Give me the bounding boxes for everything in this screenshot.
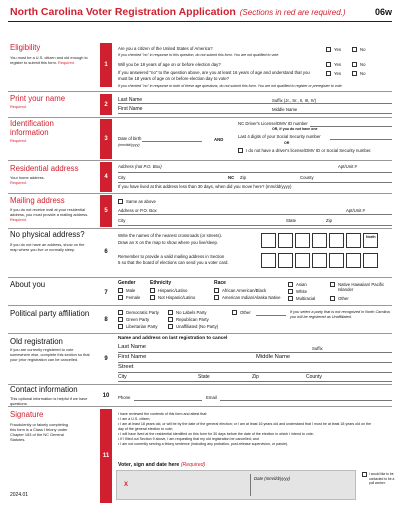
s1-q3-yes-checkbox[interactable] [326,71,331,76]
s8-nolabels-label: No Labels Party [176,310,207,315]
s8-other-label: Other [240,310,251,315]
s3-ssn-label: Last 4 digits of your Social Security number [238,134,321,139]
s6-line3: Remember to provide a valid mailing address in Section [118,254,225,259]
s4-zip-label: Zip [240,175,246,180]
s7-white-checkbox[interactable] [288,289,293,294]
s6-title: No physical address? [10,230,85,239]
s8-lib-checkbox[interactable] [118,324,123,329]
s7-multi-label: Multiracial [296,296,316,301]
s2-req: Required. [10,104,27,109]
s7-black-checkbox[interactable] [214,288,219,293]
s7-other-label: Other [338,296,349,301]
s4-title: Residential address [10,164,79,173]
s3-or2: OR [284,141,290,145]
s4-city-line [118,182,392,183]
s2-title: Print your name [10,94,66,103]
divider-2 [8,117,392,118]
s2-last-label: Last Name [118,97,143,103]
s2-middle-label: Middle Name [272,107,298,112]
s8-green-checkbox[interactable] [118,317,123,322]
s8-other-checkbox[interactable] [232,310,237,315]
divider-6 [8,277,392,278]
s9-title: Old registration [10,337,63,346]
s9-street-label: Street [118,364,134,370]
s9-number: 9 [100,336,112,382]
s3-dl-line [310,126,392,127]
s9-head: Name and address on last registration to cancel [118,336,228,341]
s3-none-checkbox[interactable] [238,148,243,153]
s1-q3-no-label: No [360,71,366,76]
s1-q2-no-label: No [360,62,366,67]
map-cell[interactable] [278,253,293,268]
s3-dob-label: Date of birth [118,136,142,141]
s3-title: Identification information [10,119,54,137]
s1-q2-yes-checkbox[interactable] [326,62,331,67]
s4-lived-label: If you have lived at this address less than 30 days, when did you move here? (mm/dd/yyyy) [118,184,292,189]
s9-suffix-label: Suffix [312,346,323,351]
form-code: 06w [374,7,392,17]
s3-ssn-line [330,139,392,140]
s5-apt-label: Apt/Unit # [346,208,365,213]
s8-rep-label: Republican Party [176,317,209,322]
s3-or1: OR, if you do not have one [272,127,318,131]
s7-asian-checkbox[interactable] [288,282,293,287]
s10-email-label: Email [206,395,217,400]
s5-same-label: Same as above [126,199,156,204]
s6-number: 6 [100,231,112,273]
s11-x-mark: X [124,482,129,488]
s8-lib-label: Libertarian Party [126,324,158,329]
s11-l1: • I am a U.S. citizen; [118,417,151,421]
s8-rep-checkbox[interactable] [168,317,173,322]
s9-first-label: First Name [118,354,147,360]
s9-state-label: State [198,374,210,380]
top-rule [8,21,392,22]
s8-green-label: Green Party [126,317,150,322]
s7-black-label: African American/Black [222,288,267,293]
s1-q1-no-label: No [360,47,366,52]
s5-number: 5 [100,195,112,227]
s2-first-label: First Name [118,106,143,112]
map-cell[interactable] [295,233,310,248]
s11-title: Signature [10,410,44,419]
s5-city-label: City [118,218,126,223]
map-cell[interactable] [312,253,327,268]
s2-number: 2 [100,94,112,115]
s1-desc: You must be a U.S. citizen and old enough to register to submit this form. Required. [10,55,88,65]
s4-number: 4 [100,162,112,192]
s10-desc: This optional information is helpful if we have questions. [10,396,88,406]
required-note: (Sections in red are required.) [239,8,346,17]
s9-last-line [118,352,392,353]
map-cell[interactable] [346,253,361,268]
s7-hispanic-checkbox[interactable] [150,288,155,293]
s1-q1-no-checkbox[interactable] [352,47,357,52]
footer-code: 2024.01 [10,492,29,498]
s3-dob-line [142,141,202,142]
form-title-text: North Carolina Voter Registration Application [10,6,236,18]
s3-and: AND [214,137,224,142]
s7-asian-label: Asian [296,282,307,287]
map-cell[interactable] [278,233,293,248]
map-cell[interactable] [261,233,276,248]
s3-req: Required. [10,138,27,143]
map-cell[interactable] [363,253,378,268]
map-cell[interactable] [295,253,310,268]
s5-desc: If you do not receive mail at your residential address, you must provide a mailing address. Required. [10,207,89,222]
s1-q2-note2: If you checked "no" in response to both of these age questions, do not submit this form. You are not qualified to register or preregister to vote. [118,84,343,88]
s7-nothispanic-label: Not Hispanic/Latino [158,295,196,300]
s4-state-value: NC [228,175,235,180]
s8-note: If you select a party that is not recognized in North Carolina, you will be registered as Unaffiliated. [290,310,391,319]
s5-same-checkbox[interactable] [118,199,123,204]
s1-q2-no-checkbox[interactable] [352,62,357,67]
map-cell[interactable] [329,233,344,248]
s1-q1-note: If you checked "no" in response to this question, do not submit this form. You are not qualified to vote. [118,53,280,57]
s10-phone-label: Phone [118,395,131,400]
divider-3 [8,160,392,161]
s1-title: Eligibility [10,43,41,52]
s2-first-line [118,113,392,114]
s7-female-checkbox[interactable] [118,295,123,300]
s7-title: About you [10,280,46,289]
s4-address-label: Address (not P.O. Box) [118,164,162,169]
divider-5 [8,228,392,229]
s11-date-divider [250,474,251,496]
s7-number: 7 [100,282,112,304]
map-cell[interactable] [261,253,276,268]
s10-phone-line [134,400,202,401]
s11-date-label: Date (mm/dd/yyyy) [254,476,291,481]
s8-number: 8 [100,308,112,332]
s1-q1-yes-checkbox[interactable] [326,47,331,52]
s7-multi-checkbox[interactable] [288,296,293,301]
s1-q1: Are you a citizen of the United States of America? [118,46,213,51]
s7-male-checkbox[interactable] [118,288,123,293]
s8-unaff-checkbox[interactable] [168,324,173,329]
s7-gender-head: Gender [118,280,136,286]
s5-state-label: State [286,218,297,223]
s4-county-label: County [300,175,314,180]
s6-line4: 5 so that the board of elections can send you a voter card. [118,260,229,265]
s7-race-head: Race [214,280,226,286]
s2-suffix-label: Suffix (Jr., Sr., II, III, IV) [272,98,317,103]
s8-other-line [256,315,286,316]
s9-desc: If you are currently registered to vote somewhere else, complete this section so that your prior registration can be cancelled. [10,347,90,362]
s4-desc: Your home address. Required. [10,175,45,185]
s7-nhpi-label: Native Hawaiian/ Pacific Islander [338,282,385,292]
s9-middle-label: Middle Name [256,354,291,360]
s7-female-label: Female [126,295,141,300]
s5-zip-label: Zip [326,218,332,223]
s7-male-label: Male [126,288,136,293]
s11-desc: Fraudulently or falsely completing this form is a Class I felony under Chapter 163 of the NC General Statutes. [10,422,68,442]
s7-ethnicity-head: Ethnicity [150,280,172,286]
s10-email-line [220,400,392,401]
s3-dl-label: NC Driver's License/DMV ID number [238,121,308,126]
s7-nhpi-checkbox[interactable] [330,282,335,287]
divider-8 [8,333,392,334]
s5-city-line [118,225,392,226]
s11-l2: • I am at least 18 years old, or will be by the date of the general election; or I am at least 16 years old and understand that I must be at least 18 years old on the [118,422,371,426]
s5-pobox-label: Address or P.O. Box [118,208,157,213]
s1-q2: Will you be 18 years of age on or before election day? [118,62,221,67]
divider-7 [8,305,392,306]
map-cell[interactable] [329,253,344,268]
s4-city-label: City [118,175,126,180]
s7-hispanic-label: Hispanic/Latino [158,288,188,293]
form-title [10,6,346,18]
s6-line2: Draw an X on the map to show where you live/sleep. [118,240,219,245]
s8-dem-label: Democratic Party [126,310,159,315]
map-north-label: North [366,235,376,239]
s5-title: Mailing address [10,196,65,205]
s9-city-line [118,381,392,382]
s1-q2-yes-label: Yes [334,62,342,67]
map-cell[interactable] [312,233,327,248]
s9-zip-label: Zip [252,374,259,380]
s9-street-line [118,372,392,373]
s6-line1: Write the names of the nearest crossroads (or streets). [118,233,223,238]
s11-poll-label: I would like to be contacted to be a poll worker. [369,472,395,485]
s6-desc: If you do not have an address, show on the map where you live or normally sleep. [10,242,85,252]
divider-4 [8,193,392,194]
s11-l2b: day of the general election to vote; [118,427,173,431]
s1-q2-note: If you answered "no" to the question above, are you at least 16 years of age and understand that you must be 18 years of age on or before election day to vote? [118,70,310,81]
s1-number: 1 [100,43,112,87]
s11-sign-label: Voter, sign and date here (Required) [118,462,206,468]
s4-apt-label: Apt/Unit # [338,164,357,169]
s9-city-label: City [118,374,127,380]
divider-1 [8,91,392,92]
s1-q3-yes-label: Yes [334,71,342,76]
s3-dob-format: (mm/dd/yyyy) [118,143,140,147]
s11-number: 11 [100,409,112,503]
s4-address-line [118,172,392,173]
s7-other-checkbox[interactable] [330,296,335,301]
s8-unaff-label: Unaffiliated (No Party) [176,324,219,329]
s11-l3: • I will have lived at the residential identified on this form for 30 days before the date of the election in which I intend to vote; [118,432,314,436]
s11-l4: • If I filled out Section 9 above, I am requesting that my old registration be cancelled; and [118,437,259,441]
s8-nolabels-checkbox[interactable] [168,310,173,315]
s8-dem-checkbox[interactable] [118,310,123,315]
s7-aian-label: American Indian/Alaska Native [222,295,281,300]
s11-poll-checkbox[interactable] [362,472,367,477]
s3-number: 3 [100,119,112,159]
s7-aian-checkbox[interactable] [214,295,219,300]
s9-last-label: Last Name [118,344,147,350]
s10-title: Contact information [10,385,78,394]
s10-number: 10 [100,389,112,403]
s8-title: Political party affiliation [10,309,90,318]
s1-q3-no-checkbox[interactable] [352,71,357,76]
s9-first-line [118,362,392,363]
s3-none-label: I do not have a driver's license/DMV ID or Social Security number. [246,148,372,153]
s7-white-label: White [296,289,307,294]
s1-q1-yes-label: Yes [334,47,342,52]
s5-address-line [118,214,392,215]
s9-county-label: County [306,374,322,380]
map-cell[interactable] [346,233,361,248]
s2-last-line [118,103,392,104]
s11-signature-area[interactable] [116,470,356,500]
s7-nothispanic-checkbox[interactable] [150,295,155,300]
s11-l0: I have reviewed the contents of this form and attest that: [118,412,208,416]
divider-10 [8,406,392,407]
s11-l5: • I am not currently serving a felony sentence (including any probation, post-release supervision, or parole). [118,442,289,446]
